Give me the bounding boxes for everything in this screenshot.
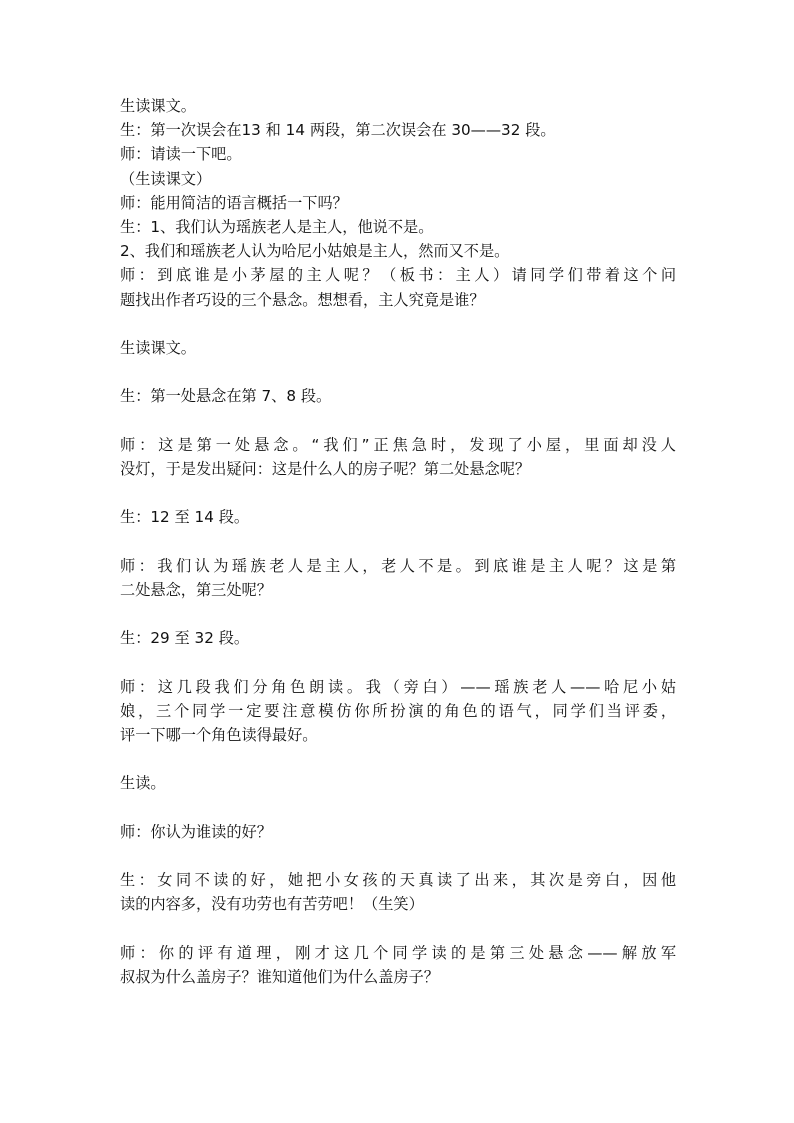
paragraph-gap xyxy=(120,360,676,384)
text-line: 生：12 至 14 段。 xyxy=(120,508,250,527)
text-line: 生：女同不读的好，她把小女孩的天真读了出来，其次是旁白，因他 xyxy=(120,871,676,889)
text-line: 师：你的评有道理，刚才这几个同学读的是第三处悬念——解放军 xyxy=(120,943,676,962)
text-line: 师：到底谁是小茅屋的主人呢？（板书：主人）请同学们带着这个问 xyxy=(120,266,676,285)
text-line: 生：29 至 32 段。 xyxy=(120,629,250,648)
text-line: 生读。 xyxy=(120,774,166,793)
text-line: 没灯，于是发出疑问：这是什么人的房子呢？第二处悬念呢？ xyxy=(120,459,531,478)
paragraph-gap xyxy=(120,916,676,940)
paragraph-gap xyxy=(120,481,676,505)
text-line: 师：这是第一处悬念。“我们”正焦急时，发现了小屋，里面却没人 xyxy=(120,435,676,454)
paragraph-gap xyxy=(120,529,676,553)
text-line: 师：请读一下吧。 xyxy=(120,145,242,164)
text-line: 师：你认为谁读的好？ xyxy=(120,822,272,841)
paragraph-gap xyxy=(120,602,676,626)
paragraph-gap xyxy=(120,844,676,868)
paragraph-gap xyxy=(120,650,676,674)
text-line: 师：能用简洁的语言概括一下吗？ xyxy=(120,193,348,212)
text-line: 师：我们认为瑶族老人是主人，老人不是。到底谁是主人呢？这是第 xyxy=(120,556,676,575)
text-line: 叔叔为什么盖房子？谁知道他们为什么盖房子？ xyxy=(120,967,439,986)
document-body xyxy=(120,94,676,989)
text-line: 师：这几段我们分角色朗读。我（旁白）——瑶族老人——哈尼小姑 xyxy=(120,677,676,696)
text-line: 生：第一次误会在13 和 14 两段，第二次误会在 30——32 段。 xyxy=(120,121,556,140)
text-line: 生：1、我们认为瑶族老人是主人，他说不是。 xyxy=(120,217,434,236)
text-line: （生读课文） xyxy=(120,169,212,188)
text-line: 读的内容多，没有功劳也有苦劳吧！（生笑） xyxy=(120,895,424,914)
paragraph-gap xyxy=(120,747,676,771)
paragraph-gap xyxy=(120,408,676,432)
paragraph-gap xyxy=(120,795,676,819)
text-line: 题找出作者巧设的三个悬念。想想看，主人究竟是谁？ xyxy=(120,290,485,309)
paragraph-gap xyxy=(120,312,676,336)
text-line: 二处悬念，第三处呢？ xyxy=(120,580,272,599)
text-line: 娘，三个同学一定要注意模仿你所扮演的角色的语气，同学们当评委， xyxy=(120,701,676,720)
text-line: 评一下哪一个角色读得最好。 xyxy=(120,725,318,744)
text-line: 生读课文。 xyxy=(120,97,196,115)
text-line: 生：第一处悬念在第 7、8 段。 xyxy=(120,387,332,406)
text-line: 2、我们和瑶族老人认为哈尼小姑娘是主人，然而又不是。 xyxy=(120,242,510,261)
text-line: 生读课文。 xyxy=(120,338,196,357)
